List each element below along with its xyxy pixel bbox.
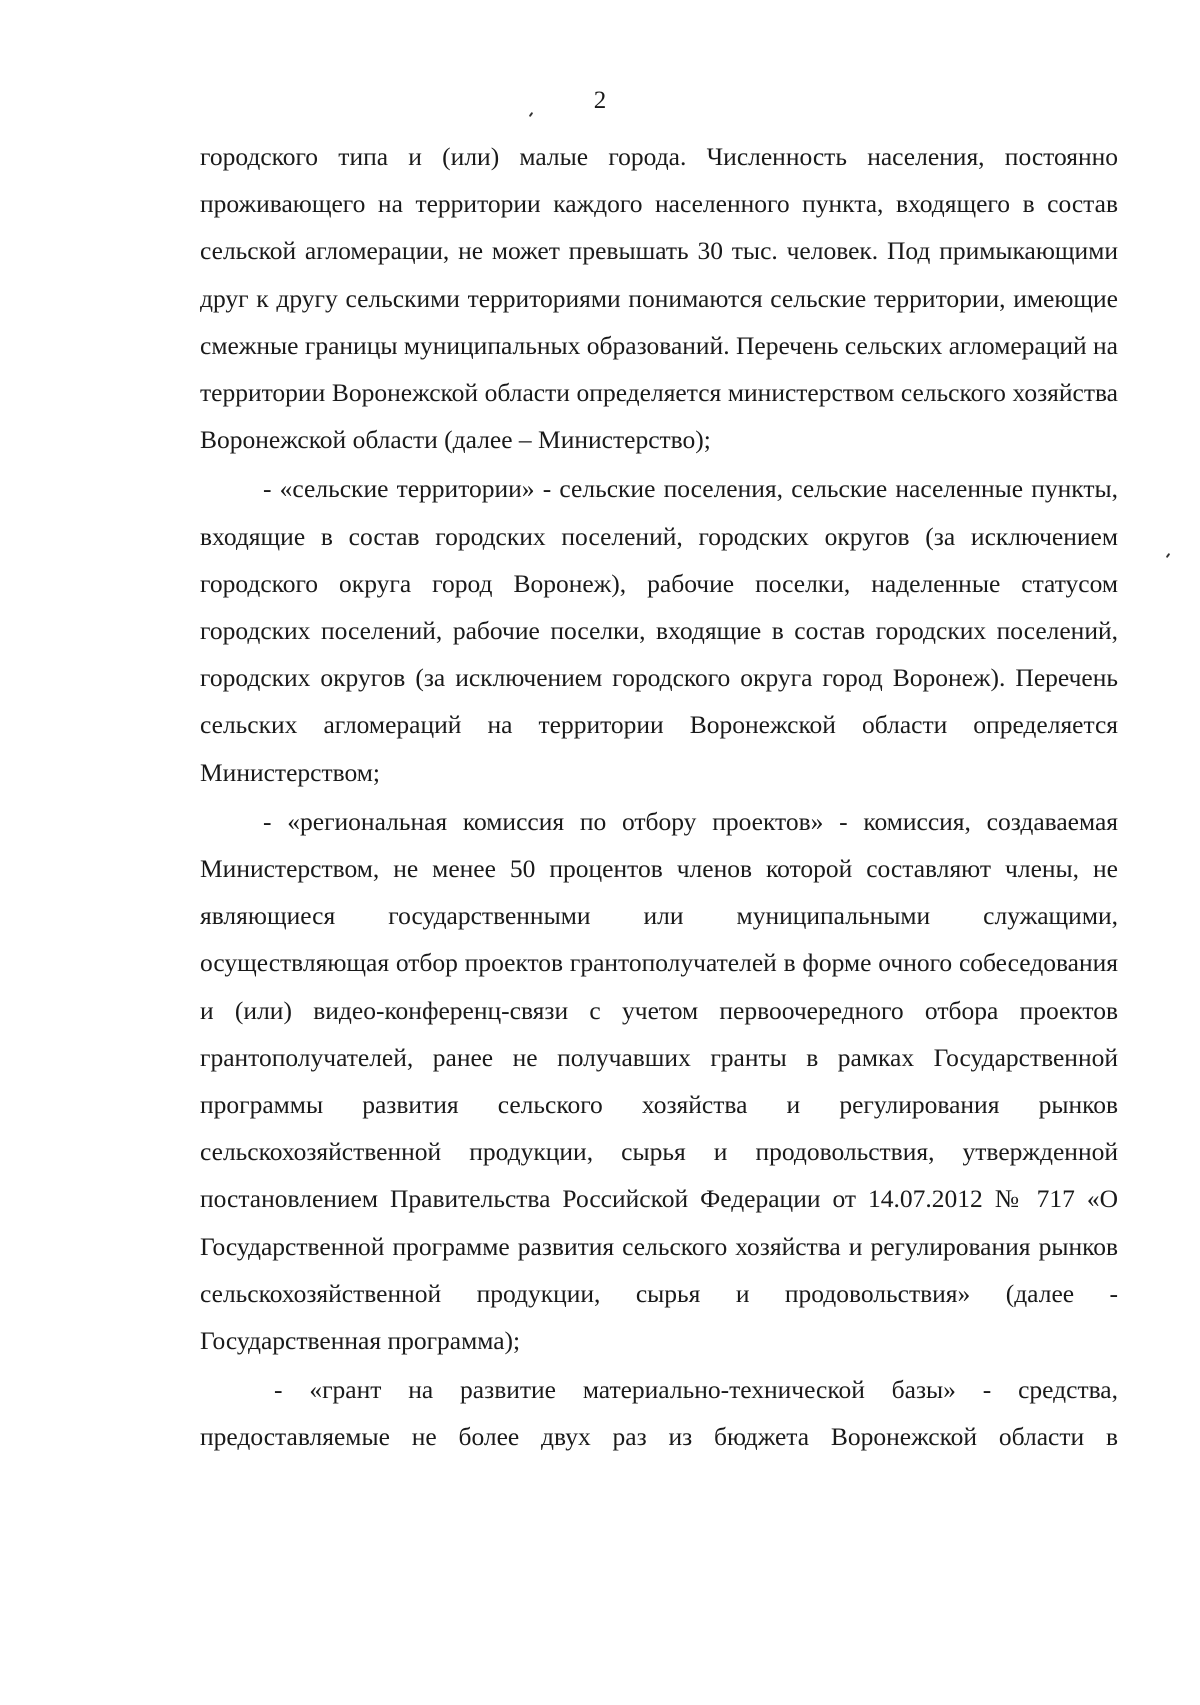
paragraph-regional-commission: - «региональная комиссия по отбору проектов» - комиссия, создаваемая Министерством, не менее 50 процентов членов которой составляют члены, не являющиеся государственными или муниципальными служащими, осуществляющая отбор проектов грантополучателей в форме очного собеседования и (или) видео-конференц-связи с учетом первоочередного отбора проектов грантополучателей, ранее не получавших гранты в рамках Государственной программы развития сельского хозяйства и регулирования рынков сельскохозяйственной продукции, сырья и продовольствия, утвержденной постановлением Правительства Российской Федерации от 14.07.2012 № 717 «О Государственной программе развития сельского хозяйства и регулирования рынков сельскохозяйственной продукции, сырья и продовольствия» (далее - Государственная программа); bbox=[200, 806, 1118, 1356]
scan-speck bbox=[1166, 553, 1171, 558]
paragraph-agglomeration-continuation: городского типа и (или) малые города. Численность населения, постоянно проживающего на территории каждого населенного пункта, входящего в состав сельской агломерации, не может превышать 30 тыс. человек. Под примыкающими друг к другу сельскими территориями понимаются сельские территории, имеющие смежные границы муниципальных образований. Перечень сельских агломераций на территории Воронежской области определяется министерством сельского хозяйства Воронежской области (далее – Министерство); bbox=[200, 142, 1118, 455]
paragraph-grant-definition: - «грант на развитие материально-технической базы» - средства, предоставляемые не более двух раз из бюджета Воронежской области в bbox=[200, 1375, 1118, 1452]
document-body bbox=[200, 133, 1118, 1461]
paragraph-rural-territories: - «сельские территории» - сельские поселения, сельские населенные пункты, входящие в состав городских поселений, городских округов (за исключением городского округа город Воронеж), рабочие поселки, наделенные статусом городских поселений, рабочие поселки, входящие в состав городских поселений, городских округов (за исключением городского округа город Воронеж). Перечень сельских агломераций на территории Воронежской области определяется Министерством; bbox=[200, 474, 1118, 787]
page-number: 2 bbox=[593, 87, 607, 114]
